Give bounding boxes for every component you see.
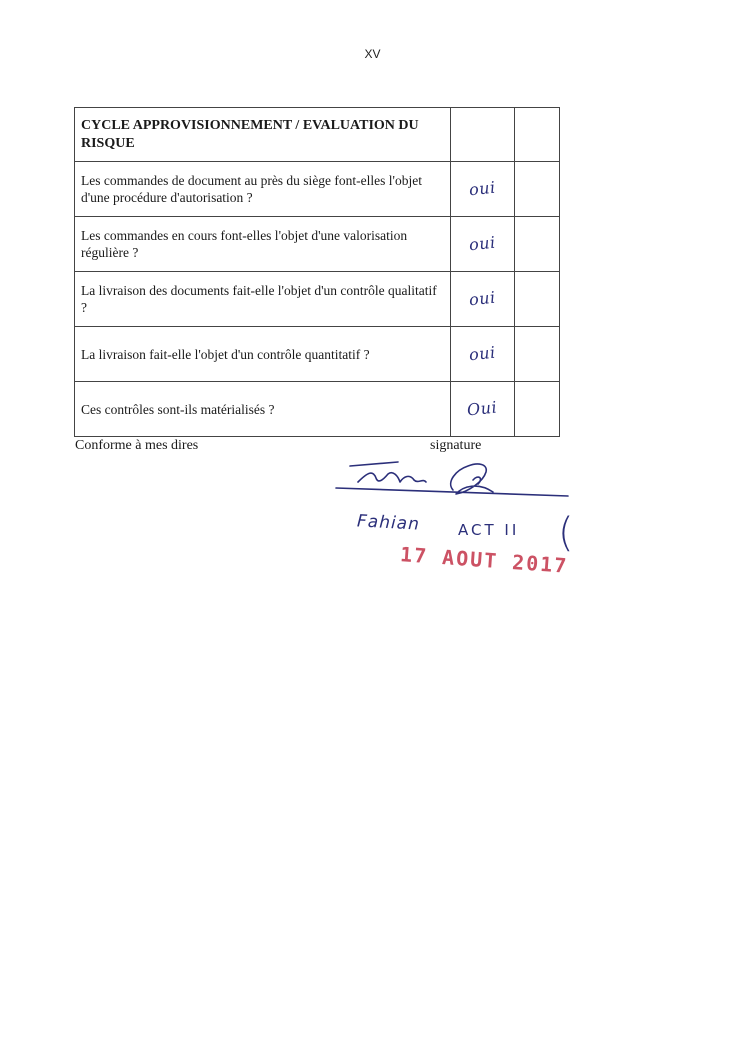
- table-row: [75, 327, 560, 382]
- answer-cell: [450, 162, 514, 217]
- signature-label: signature: [430, 438, 482, 453]
- stamp-bracket-icon: (: [558, 510, 574, 556]
- extra-cell: [514, 217, 559, 272]
- handwritten-answer: oui: [467, 232, 497, 255]
- answer-cell: [450, 272, 514, 327]
- question-cell: La livraison fait-elle l'objet d'un contrôle quantitatif ?: [75, 327, 451, 382]
- answer-cell: [450, 382, 514, 437]
- question-cell: Les commandes en cours font-elles l'objet d'une valorisation régulière ?: [75, 217, 451, 272]
- page-number: XV: [364, 47, 381, 61]
- handwritten-answer: oui: [467, 342, 497, 365]
- table-row: [75, 382, 560, 437]
- risk-evaluation-table: [74, 107, 560, 437]
- table-row: [75, 162, 560, 217]
- handwritten-answer: oui: [467, 287, 497, 310]
- table-header-row: [75, 108, 560, 162]
- extra-cell: [514, 162, 559, 217]
- date-stamp: 17 AOUT 2017: [399, 542, 570, 578]
- signer-name: Fahian: [356, 511, 421, 535]
- extra-cell: [514, 272, 559, 327]
- table-row: [75, 272, 560, 327]
- table-row: [75, 217, 560, 272]
- handwritten-answer: Oui: [466, 397, 499, 420]
- table-header-cell: [75, 108, 451, 162]
- extra-header-cell: [514, 108, 559, 162]
- handwritten-answer: oui: [467, 177, 497, 200]
- question-cell: La livraison des documents fait-elle l'objet d'un contrôle qualitatif ?: [75, 272, 451, 327]
- table-header-title: CYCLE APPROVISIONNEMENT / EVALUATION DU RISQUE: [81, 117, 419, 151]
- extra-cell: [514, 327, 559, 382]
- answer-cell: [450, 217, 514, 272]
- conformity-statement: Conforme à mes dires: [75, 438, 199, 453]
- answer-header-cell: [450, 108, 514, 162]
- question-cell: Ces contrôles sont-ils matérialisés ?: [75, 382, 451, 437]
- extra-cell: [514, 382, 559, 437]
- signer-role: ACT II: [458, 521, 520, 539]
- answer-cell: [450, 327, 514, 382]
- question-cell: Les commandes de document au près du siège font-elles l'objet d'une procédure d'autorisation ?: [75, 162, 451, 217]
